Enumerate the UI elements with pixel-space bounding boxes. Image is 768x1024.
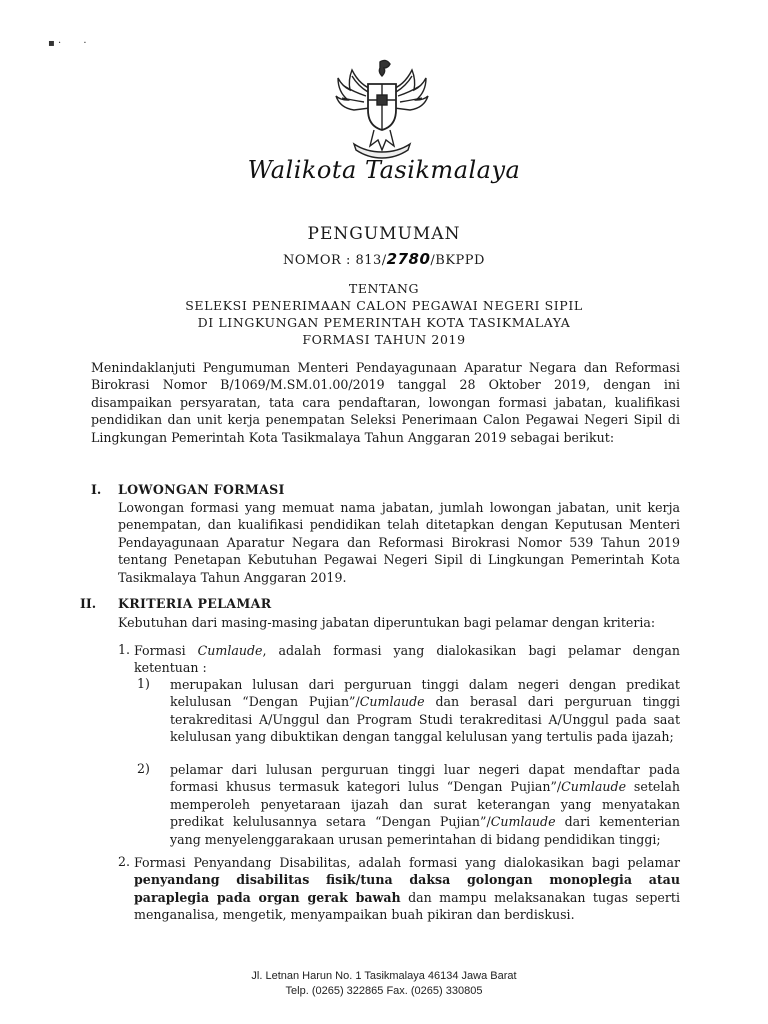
item-1-number: 1. — [118, 642, 131, 657]
sub-2-a: pelamar dari lulusan perguruan tinggi luar negeri dapat mendaftar pada formasi khusus termasuk kategori lulus “Dengan Pujian”/ — [170, 762, 680, 795]
sub-1-italic: Cumlaude — [359, 694, 425, 710]
section-2-number: II. — [80, 596, 97, 611]
sub-1-a: merupakan lulusan dari perguruan tinggi dalam negeri dengan predikat kelulusan “Dengan Pujian”/ — [170, 677, 680, 710]
item-1-post: , adalah formasi yang dialokasikan bagi pelamar dengan ketentuan : — [134, 643, 680, 676]
item-2-text — [134, 854, 680, 924]
subject-line-3: FORMASI TAHUN 2019 — [302, 332, 466, 347]
footer-address: Jl. Letnan Harun No. 1 Tasikmalaya 46134 Jawa Barat — [251, 970, 517, 982]
section-2-heading: KRITERIA PELAMAR — [118, 596, 272, 611]
document-title: PENGUMUMAN — [307, 224, 461, 244]
sub-2-c: dari kementerian yang menyelenggarakaan urusan pemerintahan di bidang pendidikan tinggi; — [170, 814, 680, 847]
section-2-body: Kebutuhan dari masing-masing jabatan diperuntukan bagi pelamar dengan kriteria: — [118, 615, 656, 630]
sub-2-text — [170, 761, 680, 848]
walikota-title: Walikota Tasikmalaya — [247, 156, 521, 184]
subject-block — [0, 280, 768, 348]
document-number — [0, 250, 768, 268]
tentang-label: TENTANG — [348, 281, 420, 296]
sub-1-b: dan berasal dari perguruan tinggi terakreditasi A/Unggul dan Program Studi terakreditasi A/Unggul pada saat kelulusan yang dibuktikan dengan tanggal kelulusan yang tertulis pada ijazah; — [170, 694, 680, 745]
nomor-prefix: NOMOR : 813/ — [283, 253, 387, 268]
nomor-suffix: /BKPPD — [430, 253, 485, 268]
sub-1-text — [170, 676, 680, 746]
subject-line-1: SELEKSI PENERIMAAN CALON PEGAWAI NEGERI SIPIL — [185, 298, 583, 313]
sub-1-number: 1) — [137, 676, 150, 691]
scan-speck: ▪ · · — [48, 38, 87, 49]
item-2-number: 2. — [118, 854, 131, 869]
sub-2-number: 2) — [137, 761, 150, 776]
item-1-italic: Cumlaude — [197, 643, 263, 658]
sub-2-italic-2: Cumlaude — [490, 814, 556, 830]
section-1-heading: LOWONGAN FORMASI — [118, 482, 285, 497]
garuda-emblem-icon — [330, 56, 434, 160]
sub-2-b: setelah memperoleh penyetaraan ijazah dan surat keterangan yang menyatakan predikat kelulusannya setara “Dengan Pujian”/ — [170, 779, 680, 830]
intro-paragraph: Menindaklanjuti Pengumuman Menteri Pendayagunaan Aparatur Negara dan Reformasi Birokrasi Nomor B/1069/M.SM.01.00/2019 tanggal 28 Oktober 2019, dengan ini disampaikan persyaratan, tata cara pendaftaran, lowongan formasi jabatan, kualifikasi pendidikan dan unit kerja penempatan Seleksi Penerimaan Calon Pegawai Negeri Sipil di Lingkungan Pemerintah Kota Tasikmalaya Tahun Anggaran 2019 sebagai berikut: — [91, 360, 680, 445]
item-2-bold: penyandang disabilitas fisik/tuna daksa golongan monoplegia atau paraplegia pada organ gerak bawah — [134, 872, 680, 905]
item-1-pre: Formasi — [134, 643, 198, 658]
section-1-body: Lowongan formasi yang memuat nama jabatan, jumlah lowongan jabatan, unit kerja penempatan, dan kualifikasi pendidikan telah ditetapkan dengan Keputusan Menteri Pendayagunaan Aparatur Negara dan Reformasi Birokrasi Nomor 539 Tahun 2019 tentang Penetapan Kebutuhan Pegawai Negeri Sipil di Lingkungan Pemerintah Kota Tasikmalaya Tahun Anggaran 2019. — [118, 500, 680, 585]
sub-2-italic-1: Cumlaude — [561, 779, 627, 795]
subject-line-2: DI LINGKUNGAN PEMERINTAH KOTA TASIKMALAYA — [197, 315, 571, 330]
item-1-text — [134, 642, 680, 677]
item-2-pre: Formasi Penyandang Disabilitas, adalah formasi yang dialokasikan bagi pelamar — [134, 855, 680, 870]
footer-phone: Telp. (0265) 322865 Fax. (0265) 330805 — [285, 985, 483, 997]
nomor-handwritten: 2780 — [386, 250, 431, 268]
section-1-number: I. — [91, 482, 102, 497]
item-2-post: dan mampu melaksanakan tugas seperti menganalisa, mengetik, menyampaikan buah pikiran dan berdiskusi. — [134, 889, 680, 923]
